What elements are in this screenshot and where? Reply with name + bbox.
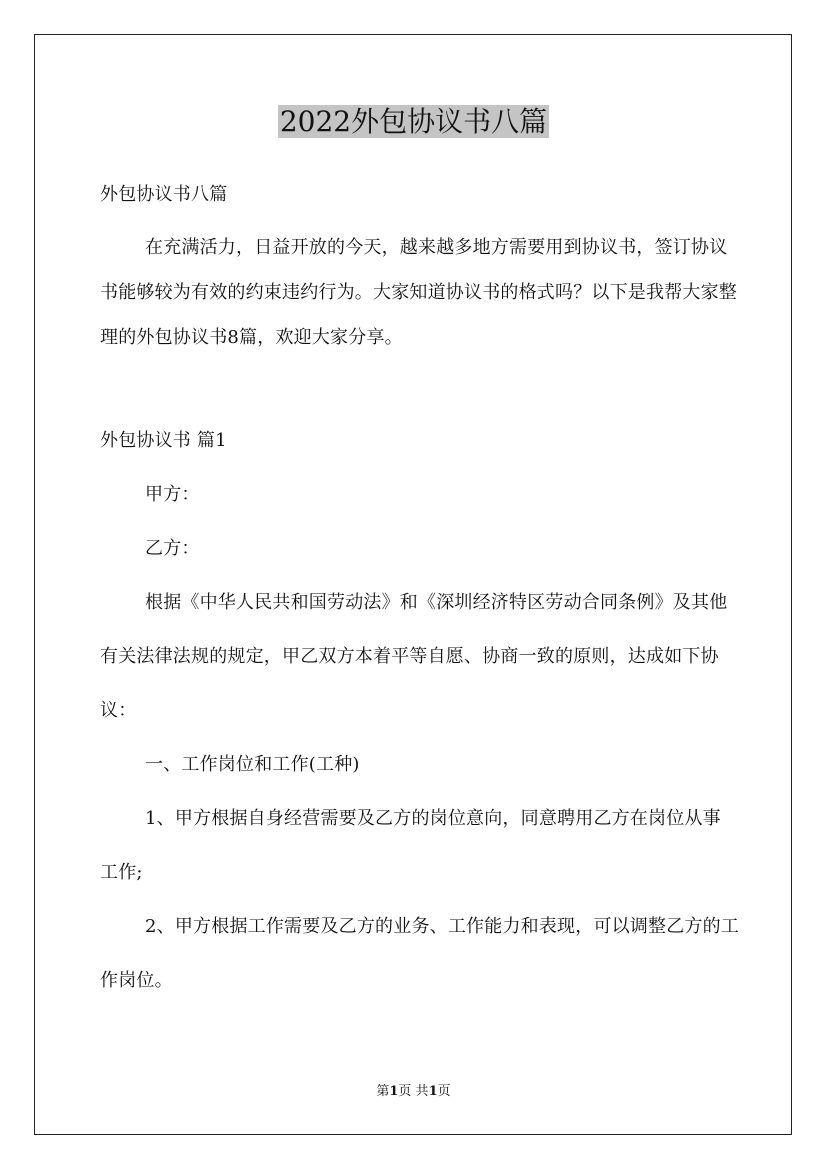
footer-mid: 页 共 [398, 1084, 429, 1099]
basis-paragraph: 根据《中华人民共和国劳动法》和《深圳经济特区劳动合同条例》及其他有关法律法规的规定，甲乙双方本着平等自愿、协商一致的原则，达成如下协议： [100, 592, 728, 721]
footer-page-number: 1 [389, 1084, 399, 1099]
party-b-line: 乙方： [145, 538, 200, 559]
intro-paragraph: 在充满活力，日益开放的今天，越来越多地方需要用到协议书，签订协议书能够较为有效的约束违约行为。大家知道协议书的格式吗？以下是我帮大家整理的外包协议书8篇，欢迎大家分享。 [100, 237, 737, 348]
page-footer [0, 1082, 827, 1102]
clause-1-item-1: 1、甲方根据自身经营需要及乙方的岗位意向，同意聘用乙方在岗位从事 工作; [100, 808, 721, 883]
clause-1-title: 一、工作岗位和工作(工种) [145, 754, 360, 775]
footer-prefix: 第 [376, 1084, 390, 1099]
paragraph-gap [100, 360, 740, 414]
footer-suffix: 页 [437, 1084, 451, 1099]
section-heading: 外包协议书 篇1 [100, 430, 227, 451]
document-title-text: 2022外包协议书八篇 [279, 105, 548, 138]
party-a-line: 甲方： [145, 484, 200, 505]
document-heading: 外包协议书八篇 [100, 184, 228, 205]
document-body [100, 172, 740, 1008]
clause-1-item-2: 2、甲方根据工作需要及乙方的业务、工作能力和表现，可以调整乙方的工作岗位。 [100, 916, 740, 991]
document-title [0, 100, 827, 144]
footer-total-pages: 1 [428, 1084, 438, 1099]
